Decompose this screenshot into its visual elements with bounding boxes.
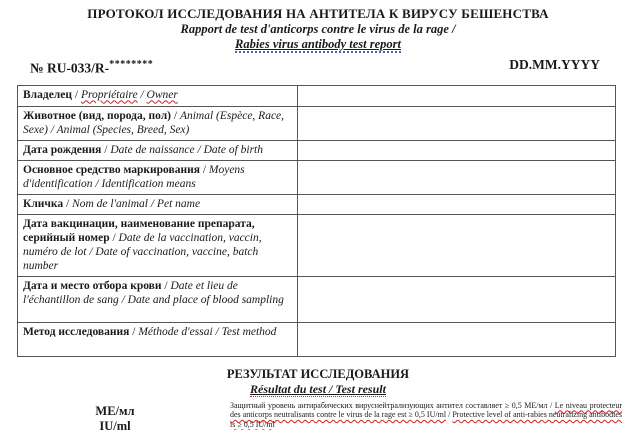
unit-en: IU/ml: [99, 418, 131, 430]
field-value-cell[interactable]: [298, 276, 616, 322]
table-row: [18, 106, 616, 140]
field-value-cell[interactable]: [298, 85, 616, 106]
doc-subtitle-en: Rabies virus antibody test report: [235, 37, 401, 51]
result-note: Защитный уровень антирабических вируснейтрализующих антител составляет ≥ 0,5 МЕ/мл / Le niveau protecteur des anticorps neutralisants contre le virus de la rage est ≥ 0,5 IU/ml / Protective level of anti-rabies neutralizing antibodies is ≥ 0,5 IU/ml: [230, 400, 622, 429]
doc-subtitle-fr: Rapport de test d'anticorps contre le virus de la rage /: [180, 22, 456, 36]
table-row: [18, 140, 616, 160]
table-row: [18, 214, 616, 276]
table-row: [18, 322, 616, 356]
unit-ru: МЕ/мл: [95, 403, 135, 418]
table-row: [18, 194, 616, 214]
field-label: Дата и место отбора крови / Date et lieu de l'échantillon de sang / Date and place of blood sampling: [18, 276, 298, 322]
field-value-cell[interactable]: [298, 106, 616, 140]
result-section: [0, 367, 636, 430]
reference-row: [0, 52, 636, 77]
field-value-cell[interactable]: [298, 140, 616, 160]
unit-block: [0, 401, 230, 430]
doc-subtitle-en-line: [0, 37, 636, 52]
field-value-cell[interactable]: [298, 322, 616, 356]
field-value-cell[interactable]: [298, 214, 616, 276]
field-label: Дата рождения / Date de naissance / Date of birth: [18, 140, 298, 160]
field-label: Дата вакцинации, наименование препарата, серийный номер / Date de la vaccination, vaccin, numéro de lot / Date of vaccination, vaccine, batch number: [18, 214, 298, 276]
field-label: Основное средство маркирования / Moyens d'identification / Identification means: [18, 160, 298, 194]
doc-number-prefix: № RU-033/R-: [30, 60, 110, 76]
field-value-cell[interactable]: [298, 160, 616, 194]
field-label: Кличка / Nom de l'animal / Pet name: [18, 194, 298, 214]
doc-number: [30, 56, 153, 77]
field-label: Метод исследования / Méthode d'essai / Test method: [18, 322, 298, 356]
result-row: [0, 401, 636, 430]
table-row: [18, 85, 616, 106]
doc-title: ПРОТОКОЛ ИССЛЕДОВАНИЯ НА АНТИТЕЛА К ВИРУСУ БЕШЕНСТВА: [87, 6, 549, 21]
result-subtitle: Résultat du test / Test result: [250, 381, 386, 396]
doc-number-mask: ********: [109, 59, 154, 70]
form-table: [17, 85, 616, 357]
table-row: [18, 160, 616, 194]
result-title: РЕЗУЛЬТАТ ИССЛЕДОВАНИЯ: [226, 366, 410, 381]
doc-date-placeholder: DD.MM.YYYY: [509, 57, 600, 72]
field-label: Животное (вид, порода, пол) / Animal (Espèce, Race, Sexe) / Animal (Species, Breed, Sex): [18, 106, 298, 140]
field-value-cell[interactable]: [298, 194, 616, 214]
field-label: Владелец / Propriétaire / Owner: [18, 85, 298, 106]
result-subtitle-line: [0, 382, 636, 397]
table-row: [18, 276, 616, 322]
